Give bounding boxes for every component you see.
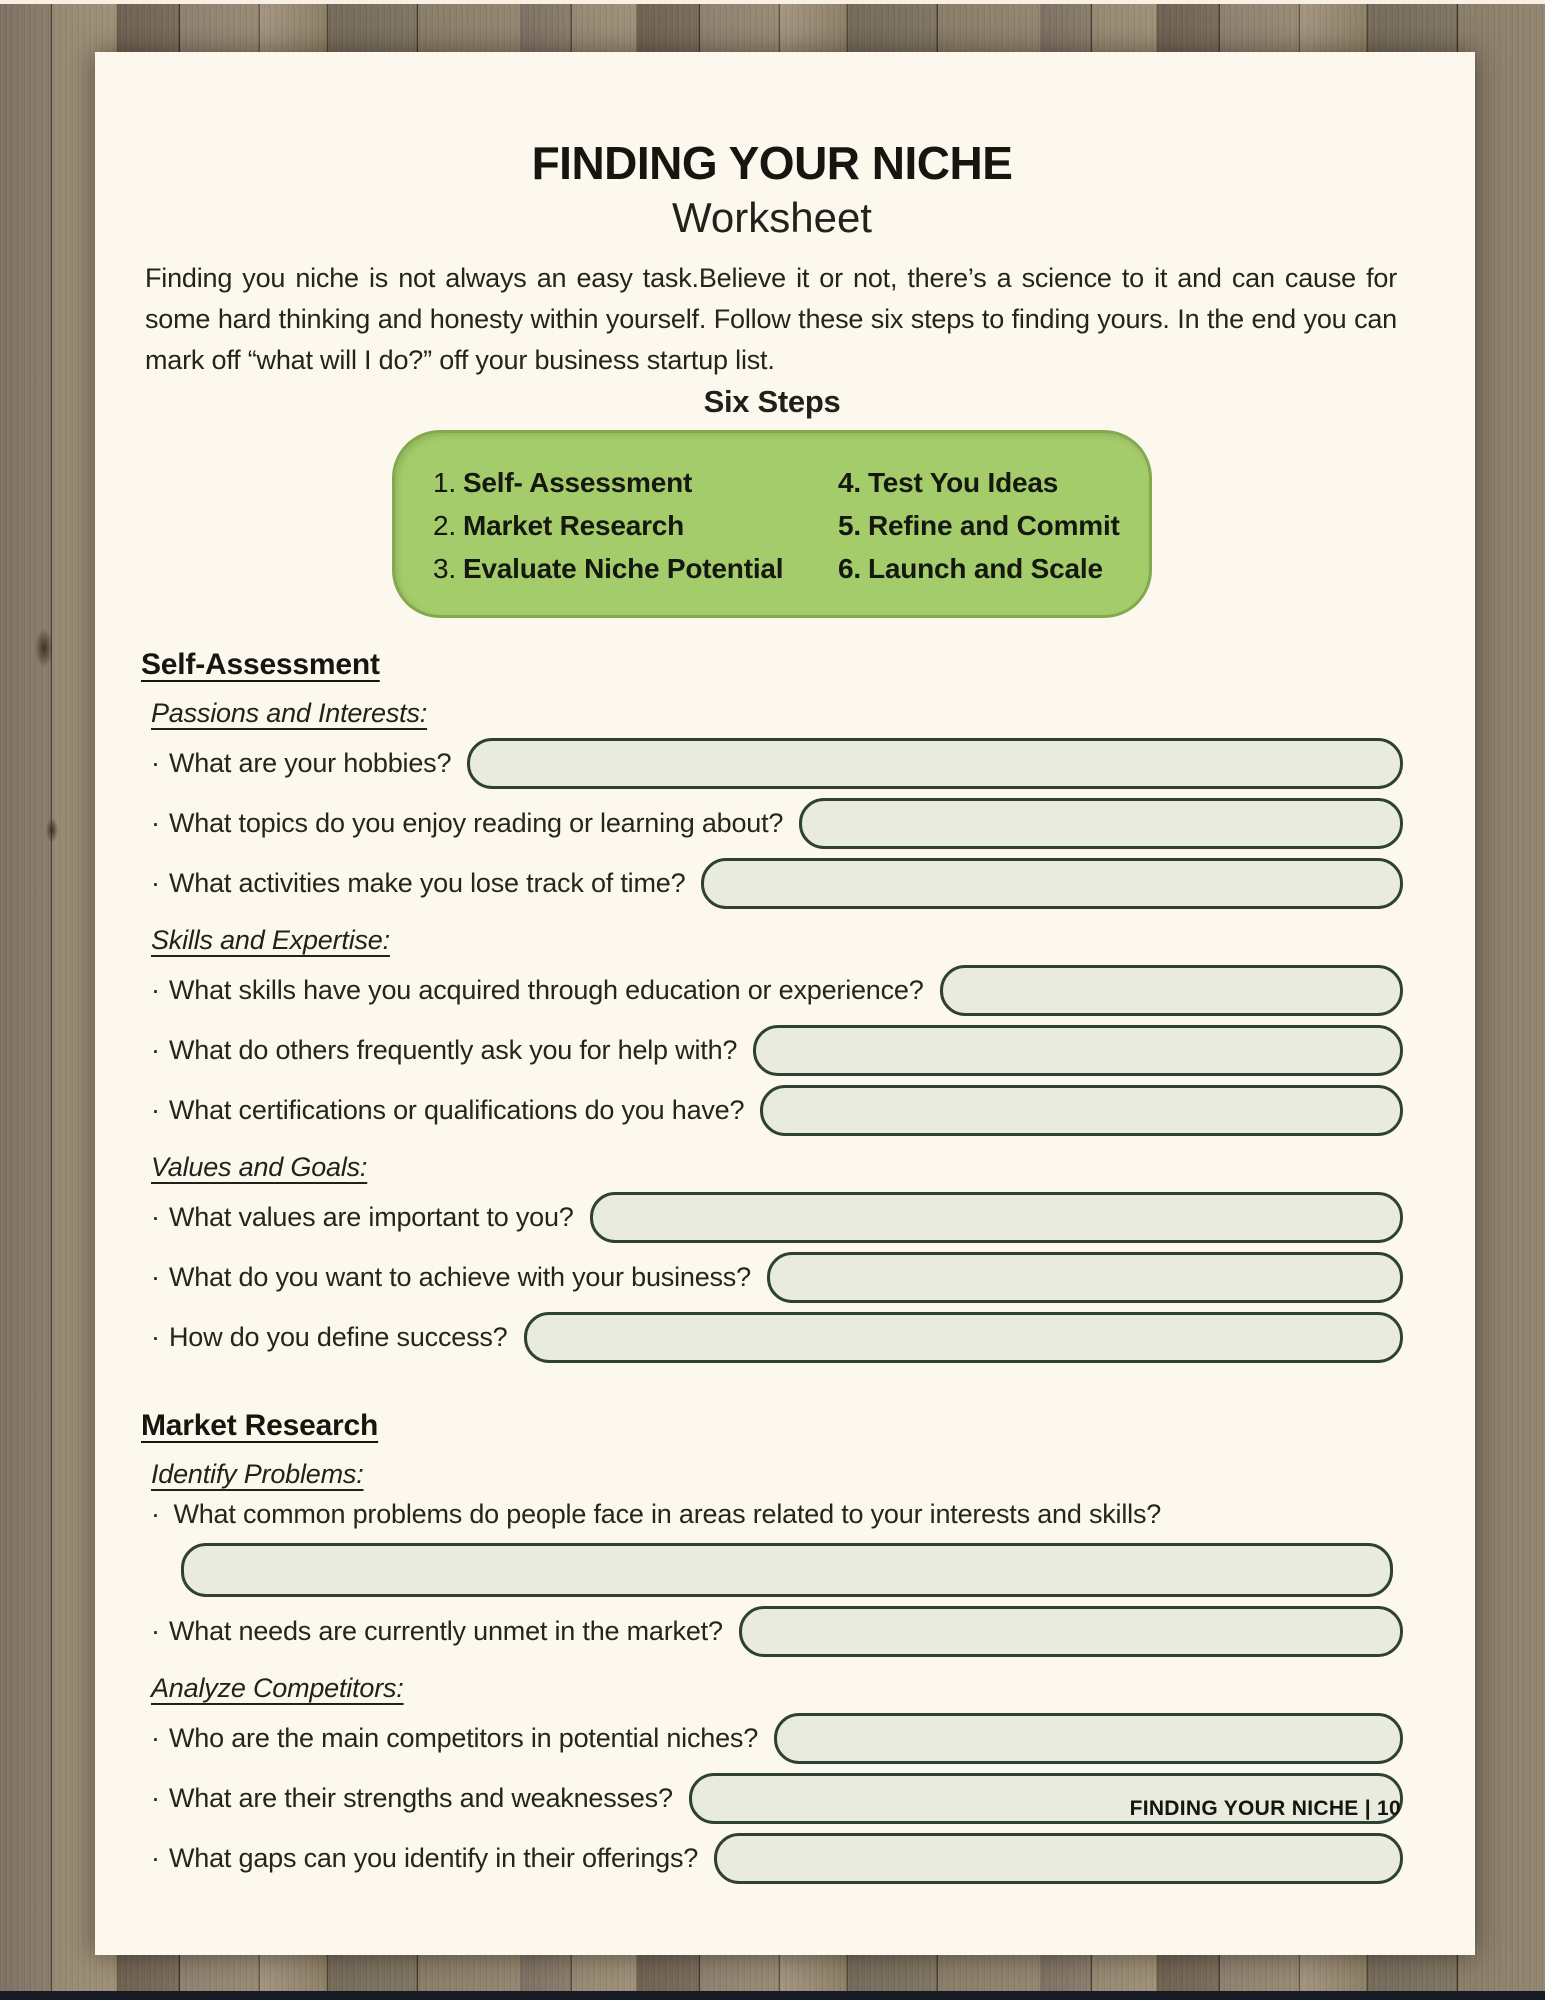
step-label: Refine and Commit (867, 510, 1120, 542)
subsection-heading-values: Values and Goals: (151, 1152, 368, 1183)
question-row (151, 1833, 1403, 1884)
question-row (151, 1312, 1403, 1363)
question-label: Who are the main competitors in potential niches? (169, 1723, 759, 1754)
step-number: 6. (838, 553, 861, 585)
step-number: 5. (838, 510, 861, 542)
question-label: What are your hobbies? (169, 748, 452, 779)
step-number: 3. (433, 553, 456, 585)
bullet-dot: · (151, 975, 160, 1006)
steps-column-right (838, 467, 1120, 585)
question-row (151, 1192, 1403, 1243)
step-label: Market Research (462, 510, 685, 542)
question-label: What topics do you enjoy reading or learning about? (169, 808, 784, 839)
step-item (838, 553, 1120, 585)
answer-input[interactable] (714, 1833, 1403, 1884)
answer-input[interactable] (799, 798, 1403, 849)
answer-input[interactable] (753, 1025, 1403, 1076)
question-label: What common problems do people face in areas related to your interests and skills? (173, 1499, 1162, 1530)
section-heading-market-research: Market Research (141, 1409, 379, 1443)
subsection-heading-identify-problems: Identify Problems: (151, 1459, 364, 1490)
step-item (433, 510, 838, 542)
answer-input[interactable] (590, 1192, 1403, 1243)
answer-input[interactable] (760, 1085, 1403, 1136)
bullet-dot: · (151, 1843, 160, 1874)
bullet-dot: · (151, 1783, 160, 1814)
answer-input[interactable] (701, 858, 1403, 909)
bullet-dot: · (151, 1499, 160, 1530)
bullet-dot: · (151, 1202, 160, 1233)
step-number: 1. (433, 467, 456, 499)
step-number: 2. (433, 510, 456, 542)
bullet-dot: · (151, 868, 160, 899)
question-row (151, 965, 1403, 1016)
six-steps-box (392, 430, 1152, 618)
page-subtitle: Worksheet (672, 194, 872, 241)
subsection-heading-passions: Passions and Interests: (151, 698, 428, 729)
question-row (151, 1252, 1403, 1303)
answer-input[interactable] (767, 1252, 1403, 1303)
subsection-heading-analyze-competitors: Analyze Competitors: (151, 1673, 404, 1704)
step-label: Evaluate Niche Potential (462, 553, 784, 585)
step-item (838, 467, 1120, 499)
bullet-dot: · (151, 748, 160, 779)
question-label: What activities make you lose track of time? (169, 868, 686, 899)
step-item (433, 467, 838, 499)
answer-input[interactable] (524, 1312, 1404, 1363)
question-label: What do others frequently ask you for help with? (169, 1035, 738, 1066)
question-label: What values are important to you? (169, 1202, 574, 1233)
question-row (151, 798, 1403, 849)
bullet-dot: · (151, 808, 160, 839)
question-label: What needs are currently unmet in the market? (169, 1616, 723, 1647)
step-label: Self- Assessment (462, 467, 693, 499)
bullet-dot: · (151, 1616, 160, 1647)
question-label: What certifications or qualifications do you have? (169, 1095, 745, 1126)
question-row (151, 858, 1403, 909)
steps-column-left (433, 467, 838, 585)
intro-paragraph: Finding you niche is not always an easy task.Believe it or not, there’s a science to it and can cause for some hard thinking and honesty within yourself. Follow these six steps to finding yours. In the end you can mark off “what will I do?” off your business startup list. (145, 263, 1397, 376)
question-label: What skills have you acquired through education or experience? (169, 975, 924, 1006)
question-label: What are their strengths and weaknesses? (169, 1783, 673, 1814)
bullet-dot: · (151, 1035, 160, 1066)
step-item (838, 510, 1120, 542)
question-row (151, 738, 1403, 789)
section-heading-self-assessment: Self-Assessment (141, 648, 380, 682)
step-label: Launch and Scale (867, 553, 1103, 585)
six-steps-heading: Six Steps (703, 384, 841, 420)
page-content (95, 52, 1475, 1884)
step-label: Test You Ideas (867, 467, 1059, 499)
bullet-dot: · (151, 1262, 160, 1293)
step-number: 4. (838, 467, 861, 499)
worksheet-page (95, 52, 1475, 1955)
bullet-dot: · (151, 1322, 160, 1353)
bullet-dot: · (151, 1095, 160, 1126)
page-footer: FINDING YOUR NICHE | 10 (1129, 1797, 1401, 1820)
question-row (151, 1025, 1403, 1076)
question-label: What gaps can you identify in their offerings? (169, 1843, 699, 1874)
question-label: How do you define success? (169, 1322, 508, 1353)
answer-input[interactable] (774, 1713, 1403, 1764)
bullet-dot: · (151, 1723, 160, 1754)
subsection-heading-skills: Skills and Expertise: (151, 925, 390, 956)
question-label: What do you want to achieve with your business? (169, 1262, 751, 1293)
question-row (151, 1713, 1403, 1764)
question-row (151, 1085, 1403, 1136)
step-item (433, 553, 838, 585)
question-row (151, 1499, 1403, 1597)
answer-input[interactable] (940, 965, 1403, 1016)
answer-input[interactable] (739, 1606, 1403, 1657)
answer-input[interactable] (181, 1543, 1393, 1597)
answer-input[interactable] (467, 738, 1403, 789)
page-title: FINDING YOUR NICHE (531, 137, 1013, 189)
question-row (151, 1606, 1403, 1657)
